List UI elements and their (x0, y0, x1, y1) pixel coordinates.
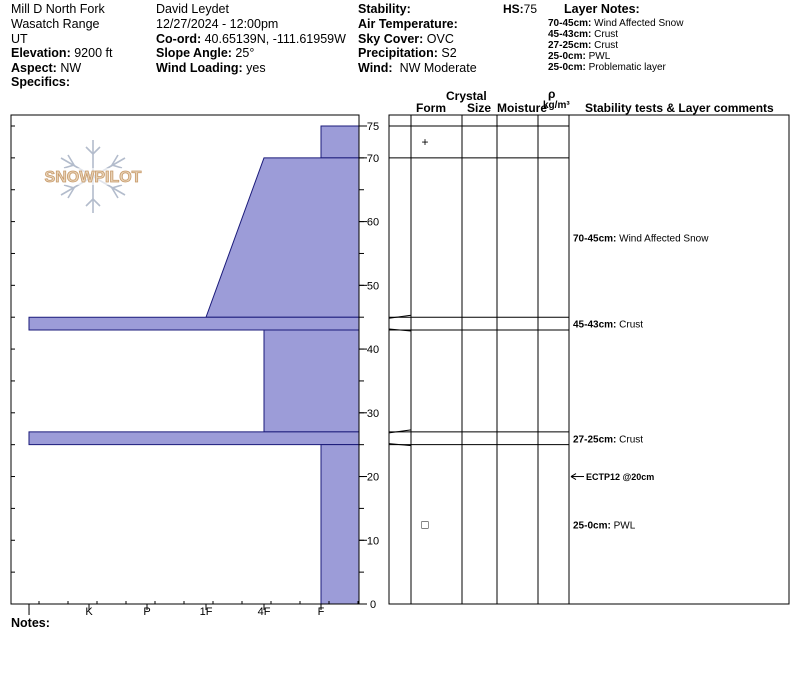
aspect-value: NW (60, 61, 82, 75)
location-name: Mill D North Fork (11, 2, 105, 16)
hardness-layer-bar (206, 158, 359, 317)
snowpilot-logo (33, 140, 153, 213)
rho-header: ρ (548, 87, 556, 101)
precip-label: Precipitation: (358, 46, 438, 60)
layer-note-text: PWL (588, 51, 611, 62)
hardness-tick-label: K (85, 606, 93, 618)
stability-test-label: ECTP12 @20cm (586, 472, 655, 483)
hardness-tick-label: 1F (199, 606, 213, 618)
layer-comment (573, 320, 643, 331)
sky-label: Sky Cover: (358, 32, 424, 46)
crystal-header: Crystal (446, 89, 487, 103)
layer-note-text: Problematic layer (588, 62, 666, 73)
logo-text: SNOWPILOT (44, 169, 142, 186)
form-header: Form (416, 101, 446, 115)
hardness-tick-label: P (143, 606, 151, 618)
layer-comment-range: 27-25cm: (573, 434, 617, 446)
hardness-tick-label: I (27, 606, 31, 618)
observation-datetime: 12/27/2024 - 12:00pm (156, 17, 279, 31)
moisture-header: Moisture (497, 101, 548, 115)
height-tick-label: 70 (366, 152, 380, 165)
wind-label: Wind: (358, 61, 393, 75)
hs-value: 75 (523, 2, 538, 16)
height-tick-label: 0 (369, 599, 377, 611)
height-tick-label: 50 (366, 280, 380, 293)
observer-name: David Leydet (156, 2, 229, 16)
hardness-tick-label: F (317, 606, 325, 618)
layer-notes-title: Layer Notes: (564, 2, 640, 16)
hardness-layer-bar (321, 126, 359, 158)
wind-value: NW Moderate (399, 61, 477, 75)
layer-note-range: 27-25cm: (548, 40, 592, 51)
specifics-label: Specifics: (11, 75, 71, 89)
hardness-layer-bar (29, 432, 359, 445)
state: UT (11, 32, 28, 46)
layer-note-range: 25-0cm: (548, 62, 586, 73)
stability-tests-header: Stability tests & Layer comments (585, 101, 774, 115)
layer-comment-text: Crust (616, 434, 644, 446)
layer-comment-range: 45-43cm: (573, 319, 617, 331)
height-tick-label: 60 (366, 216, 380, 229)
layer-note-text: Crust (594, 40, 619, 51)
hardness-layer-bar (264, 330, 359, 432)
height-tick-label: 75 (366, 121, 380, 133)
height-tick-label: 20 (366, 471, 380, 484)
layer-note-range: 25-0cm: (548, 51, 586, 62)
height-tick-label: 40 (366, 344, 380, 357)
sky-value: OVC (426, 32, 454, 46)
layer-note-range: 45-43cm: (548, 29, 592, 40)
elevation-label: Elevation: (11, 46, 71, 60)
layer-note-text: Crust (594, 29, 619, 40)
height-tick-label: 10 (366, 535, 380, 548)
slope-value: 25° (235, 46, 255, 60)
hardness-layer-bar (29, 317, 359, 330)
aspect-label: Aspect: (11, 61, 57, 75)
mountain-range: Wasatch Range (11, 17, 100, 31)
layer-comment-range: 25-0cm: (573, 520, 611, 532)
hardness-layer-bar (321, 445, 359, 604)
crystal-form-symbol: + (421, 134, 429, 149)
crystal-form-symbol: □ (421, 517, 429, 532)
elevation-value: 9200 ft (74, 46, 113, 60)
layer-note-text: Wind Affected Snow (594, 18, 684, 29)
density-header: kg/m³ (543, 100, 570, 111)
coord-label: Co-ord: (156, 32, 202, 46)
height-tick-label: 30 (366, 407, 380, 420)
hardness-tick-label: 4F (257, 606, 271, 618)
layer-comment-range: 70-45cm: (573, 233, 617, 245)
layer-comment (573, 520, 636, 531)
size-header: Size (467, 101, 492, 115)
layer-comment (573, 434, 643, 445)
wind-loading-label: Wind Loading: (156, 61, 243, 75)
layer-comment (573, 234, 709, 245)
precip-value: S2 (441, 46, 457, 60)
layer-comment-text: PWL (610, 520, 636, 532)
notes-label: Notes: (11, 616, 50, 630)
wind-loading-value: yes (246, 61, 266, 75)
layer-comment-text: Wind Affected Snow (616, 233, 709, 245)
slope-label: Slope Angle: (156, 46, 232, 60)
layer-note-range: 70-45cm: (548, 18, 592, 29)
stability-label: Stability: (358, 2, 411, 16)
hs-label: HS: (503, 2, 524, 16)
coord-value: 40.65139N, -111.61959W (204, 32, 346, 46)
air-temp-label: Air Temperature: (358, 17, 458, 31)
layer-comment-text: Crust (616, 319, 644, 331)
